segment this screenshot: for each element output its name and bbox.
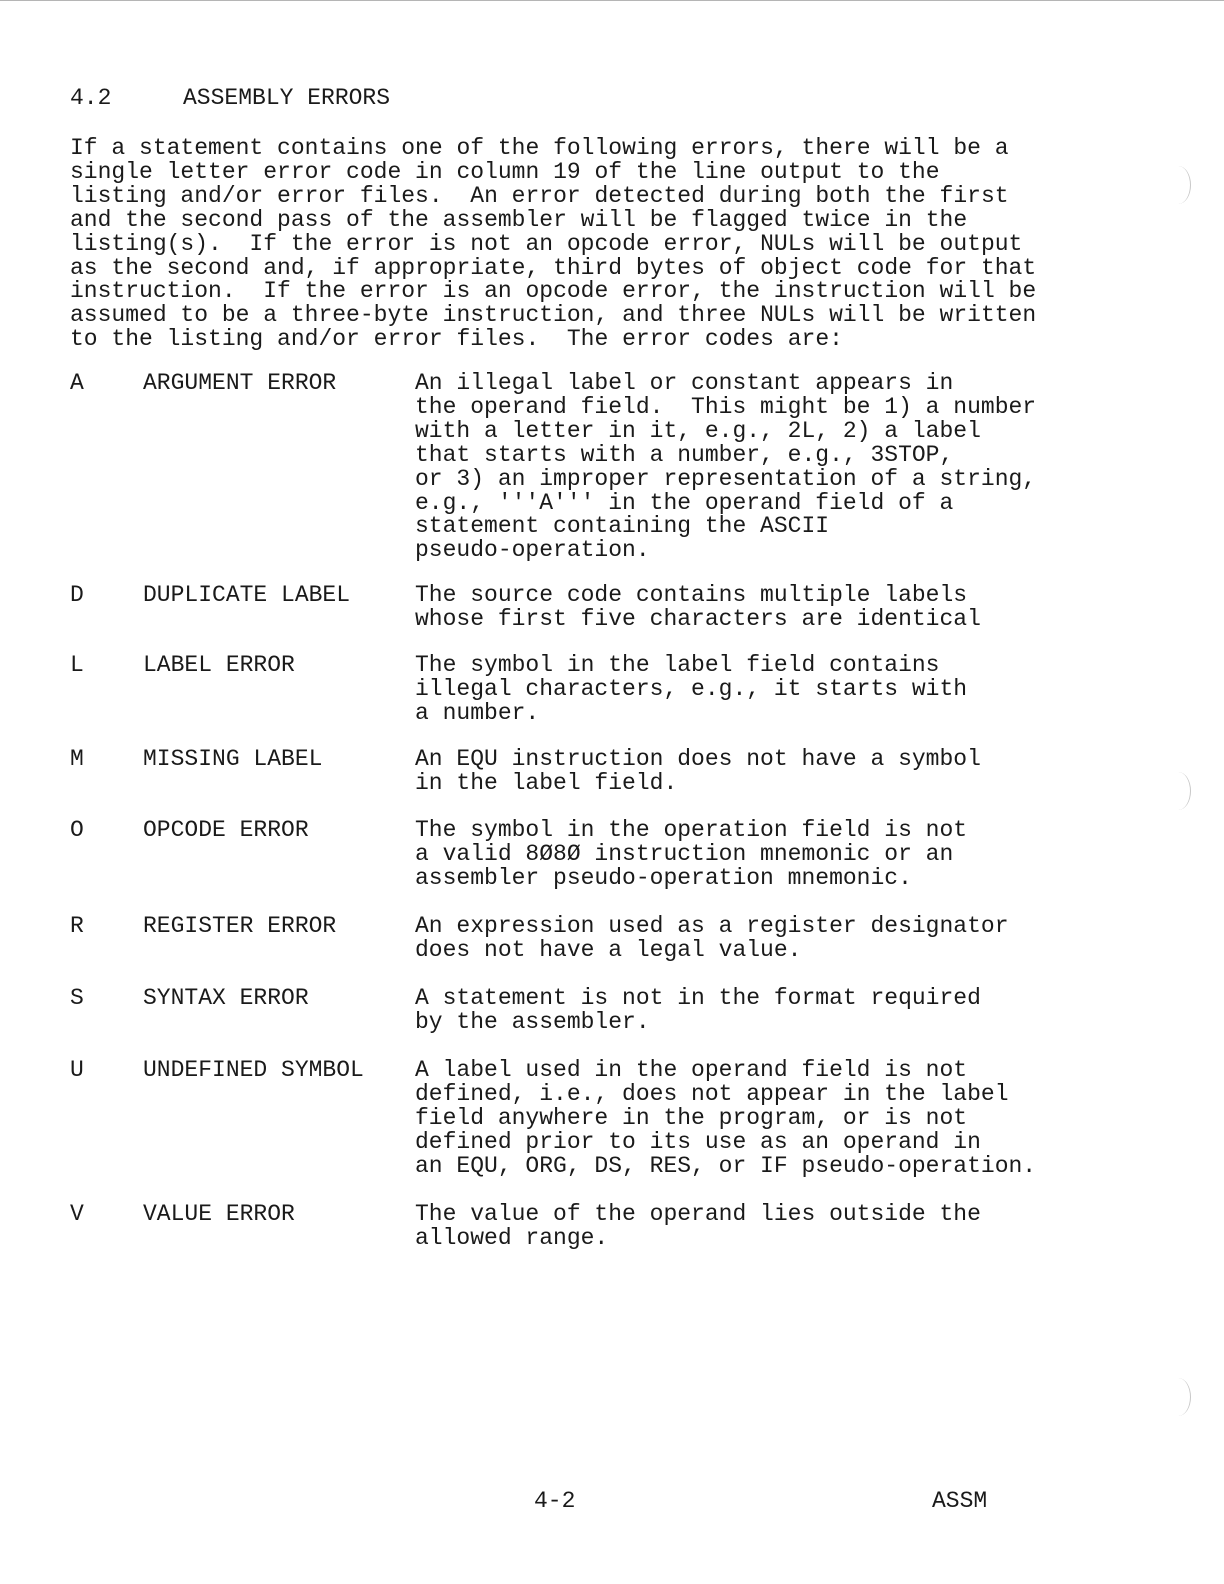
error-description bbox=[415, 584, 1115, 632]
top-edge-rule bbox=[0, 0, 1224, 1]
description-line: in the label field. bbox=[415, 769, 678, 796]
description-line: the operand field. This might be 1) a number bbox=[415, 393, 1037, 420]
intro-line: listing(s). If the error is not an opcode error, NULs will be output bbox=[70, 230, 1023, 257]
error-code: S bbox=[70, 985, 84, 1011]
description-line: statement containing the ASCII bbox=[415, 513, 830, 540]
description-line: illegal characters, e.g., it starts with bbox=[415, 675, 968, 702]
intro-line: single letter error code in column 19 of the line output to the bbox=[70, 158, 940, 185]
description-line: an EQU, ORG, DS, RES, or IF pseudo-operation. bbox=[415, 1152, 1037, 1179]
error-code: V bbox=[70, 1201, 84, 1227]
description-line: that starts with a number, e.g., 3STOP, bbox=[415, 441, 954, 468]
description-line: defined prior to its use as an operand in bbox=[415, 1128, 981, 1155]
description-line: An expression used as a register designator bbox=[415, 913, 1009, 939]
error-name: VALUE ERROR bbox=[143, 1201, 295, 1227]
intro-line: instruction. If the error is an opcode error, the instruction will be bbox=[70, 278, 1037, 305]
error-description bbox=[415, 987, 1115, 1035]
error-description bbox=[415, 1059, 1115, 1179]
error-code: A bbox=[70, 370, 84, 396]
intro-line: If a statement contains one of the following errors, there will be a bbox=[70, 135, 1009, 161]
error-name: MISSING LABEL bbox=[143, 746, 323, 772]
intro-line: listing and/or error files. An error detected during both the first bbox=[70, 182, 1009, 209]
error-description bbox=[415, 654, 1115, 726]
error-code: R bbox=[70, 913, 84, 939]
error-description bbox=[415, 819, 1115, 891]
description-line: pseudo-operation. bbox=[415, 537, 650, 564]
description-line: The symbol in the operation field is not bbox=[415, 817, 968, 843]
intro-line: and the second pass of the assembler will be flagged twice in the bbox=[70, 206, 968, 233]
description-line: whose first five characters are identical bbox=[415, 605, 981, 632]
description-line: e.g., '''A''' in the operand field of a bbox=[415, 489, 954, 516]
binder-hole-mark bbox=[1166, 772, 1191, 810]
error-name: OPCODE ERROR bbox=[143, 817, 309, 843]
section-code: ASSM bbox=[932, 1488, 988, 1514]
description-line: a number. bbox=[415, 699, 540, 726]
intro-line: as the second and, if appropriate, third bytes of object code for that bbox=[70, 254, 1037, 281]
description-line: or 3) an improper representation of a string, bbox=[415, 465, 1037, 492]
error-code: M bbox=[70, 746, 84, 772]
error-description bbox=[415, 748, 1115, 796]
section-title: ASSEMBLY ERRORS bbox=[183, 85, 391, 111]
description-line: The source code contains multiple labels bbox=[415, 582, 968, 608]
page-number: 4-2 bbox=[534, 1488, 576, 1514]
description-line: defined, i.e., does not appear in the label bbox=[415, 1080, 1009, 1107]
description-line: A statement is not in the format required bbox=[415, 985, 981, 1011]
error-description bbox=[415, 1203, 1115, 1251]
error-name: SYNTAX ERROR bbox=[143, 985, 309, 1011]
error-name: REGISTER ERROR bbox=[143, 913, 337, 939]
error-description bbox=[415, 372, 1115, 563]
description-line: The symbol in the label field contains bbox=[415, 652, 940, 678]
section-number: 4.2 bbox=[70, 85, 112, 111]
error-code: O bbox=[70, 817, 84, 843]
error-code: U bbox=[70, 1057, 84, 1083]
description-line: assembler pseudo-operation mnemonic. bbox=[415, 864, 912, 891]
description-line: does not have a legal value. bbox=[415, 936, 802, 963]
error-name: UNDEFINED SYMBOL bbox=[143, 1057, 364, 1083]
description-line: field anywhere in the program, or is not bbox=[415, 1104, 968, 1131]
error-code: D bbox=[70, 582, 84, 608]
error-name: DUPLICATE LABEL bbox=[143, 582, 351, 608]
description-line: allowed range. bbox=[415, 1224, 609, 1251]
error-name: ARGUMENT ERROR bbox=[143, 370, 337, 396]
binder-hole-mark bbox=[1166, 1378, 1191, 1416]
error-description bbox=[415, 915, 1115, 963]
description-line: by the assembler. bbox=[415, 1008, 650, 1035]
description-line: A label used in the operand field is not bbox=[415, 1057, 968, 1083]
description-line: An EQU instruction does not have a symbol bbox=[415, 746, 981, 772]
intro-line: assumed to be a three-byte instruction, and three NULs will be written bbox=[70, 302, 1037, 329]
error-name: LABEL ERROR bbox=[143, 652, 295, 678]
description-line: The value of the operand lies outside the bbox=[415, 1201, 981, 1227]
description-line: with a letter in it, e.g., 2L, 2) a label bbox=[415, 417, 981, 444]
section-heading bbox=[70, 87, 390, 111]
intro-paragraph bbox=[70, 137, 1090, 352]
binder-hole-mark bbox=[1166, 166, 1191, 204]
error-code: L bbox=[70, 652, 84, 678]
intro-line: to the listing and/or error files. The error codes are: bbox=[70, 326, 843, 353]
description-line: An illegal label or constant appears in bbox=[415, 370, 954, 396]
description-line: a valid 8Ø8Ø instruction mnemonic or an bbox=[415, 840, 954, 867]
